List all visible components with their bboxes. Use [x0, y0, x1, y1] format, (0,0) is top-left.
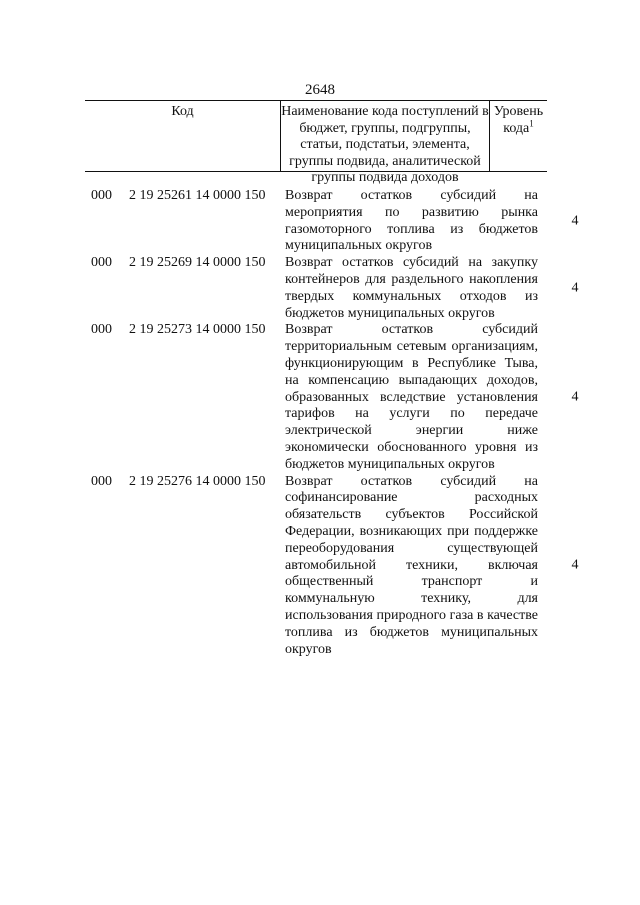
row-code: 2 19 25269 14 0000 150	[129, 255, 266, 271]
table-row	[0, 322, 640, 473]
row-prefix: 000	[91, 188, 112, 203]
row-code: 2 19 25276 14 0000 150	[129, 473, 266, 489]
table-row	[0, 255, 640, 322]
table-header	[85, 100, 547, 185]
row-name: Возврат остатков субсидий на мероприятия по развитию рынка газомоторного топлива из бюджетов муниципальных округов	[285, 188, 538, 254]
row-prefix: 000	[91, 473, 112, 489]
row-code: 2 19 25261 14 0000 150	[129, 188, 266, 203]
header-level: Уровень кода	[493, 104, 544, 136]
header-name: Наименование кода поступлений в бюджет, группы, подгруппы, статьи, подстатьи, элемента, группы подвида, аналитической группы подвида доходов	[280, 101, 490, 171]
row-name: Возврат остатков субсидий территориальным сетевым организациям, функционирующим в Республике Тыва, на компенсацию выпадающих доходов, образованных вследствие установления тарифов на услуги по передаче электрической энергии ниже экономически обоснованного уровня из бюджетов муниципальных округов	[285, 322, 538, 472]
header-level-footnote: 1	[529, 117, 534, 128]
row-level: 4	[571, 389, 579, 405]
row-level: 4	[571, 557, 579, 573]
row-level: 4	[571, 213, 579, 229]
header-level-cell	[490, 101, 547, 171]
row-level: 4	[571, 280, 579, 296]
table-row	[0, 474, 640, 659]
header-code: Код	[171, 104, 194, 119]
page-number: 2648	[305, 82, 335, 98]
row-code: 2 19 25273 14 0000 150	[129, 322, 266, 338]
row-prefix: 000	[91, 255, 112, 271]
table-row	[0, 188, 640, 255]
row-name: Возврат остатков субсидий на софинансирование расходных обязательств субъектов Российской Федерации, возникающих при поддержке переоборудования существующей автомобильной техники, включая общественный транспорт и коммунальную технику, для использования природного газа в качестве топлива из бюджетов муниципальных округов	[285, 473, 538, 657]
table-body	[0, 188, 640, 658]
row-name: Возврат остатков субсидий на закупку контейнеров для раздельного накопления твердых коммунальных отходов из бюджетов муниципальных округов	[285, 255, 538, 321]
row-prefix: 000	[91, 322, 112, 338]
